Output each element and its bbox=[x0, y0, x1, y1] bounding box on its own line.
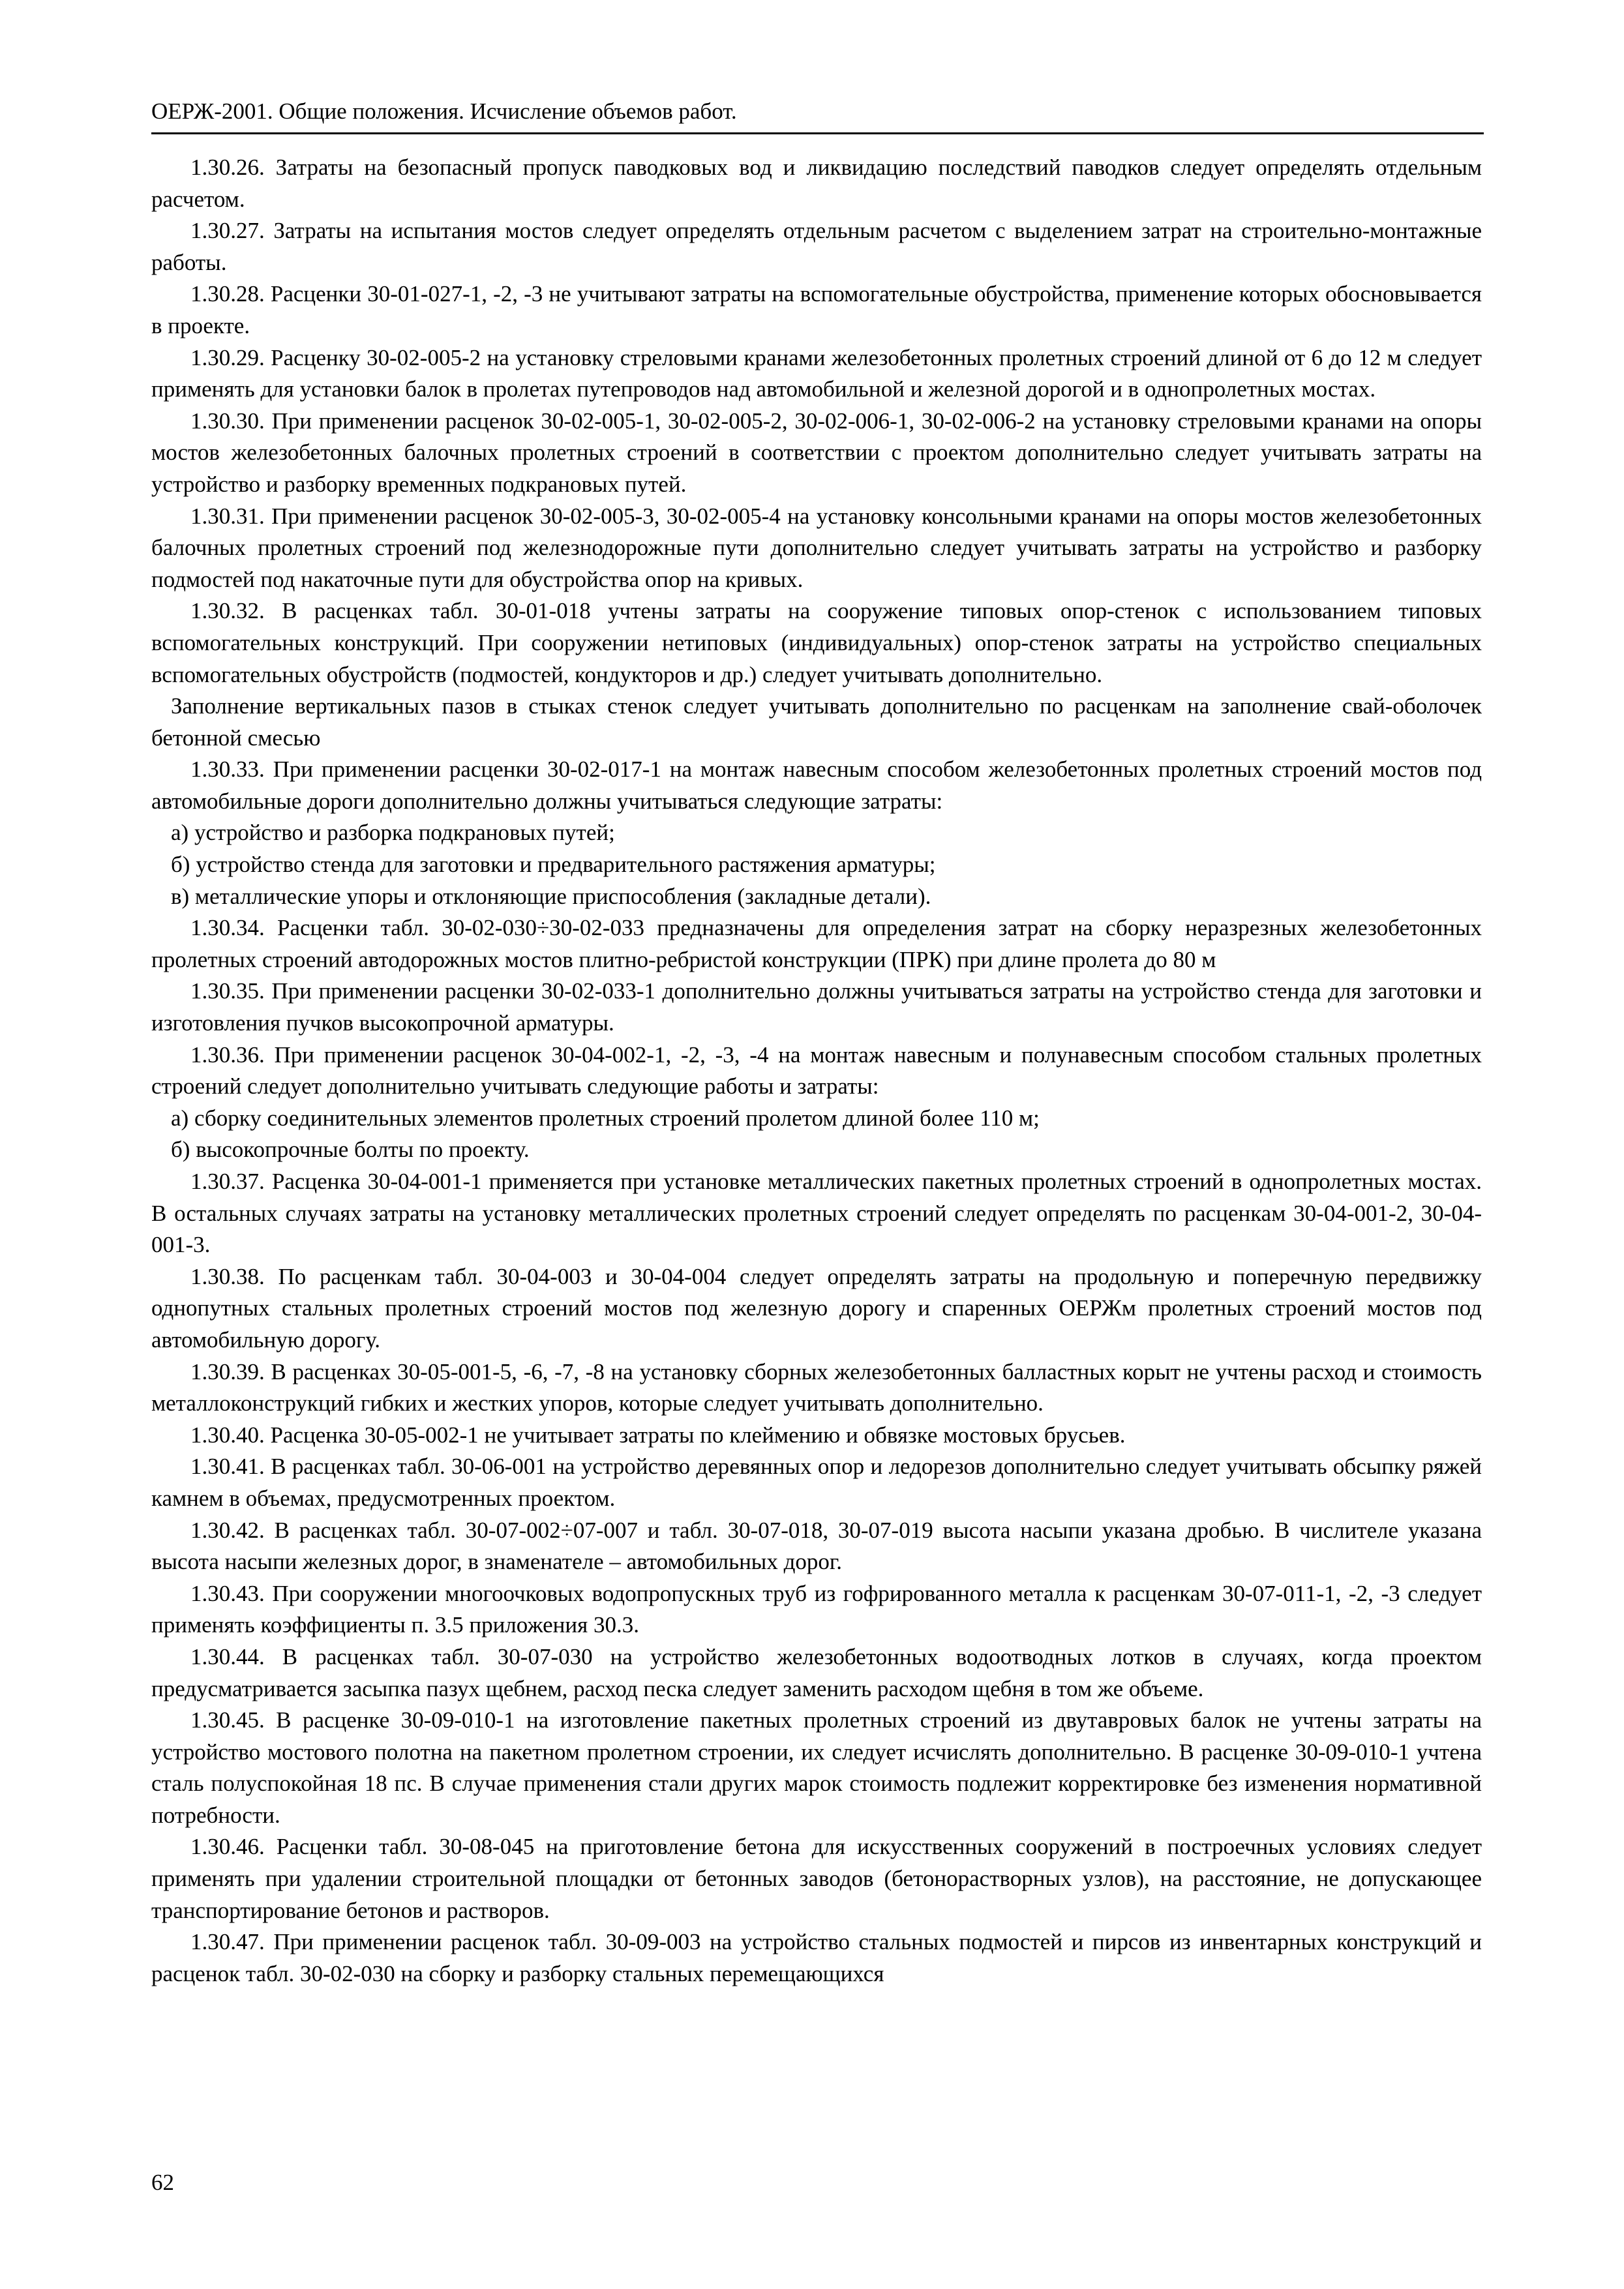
paragraph-1-30-28: 1.30.28. Расценки 30-01-027-1, -2, -3 не учитывают затраты на вспомогательные обустройства, применение которых обосновывается в проекте. bbox=[151, 281, 1482, 338]
page-number: 62 bbox=[151, 2170, 174, 2195]
document-body bbox=[151, 152, 1482, 1990]
paragraph-1-30-45: 1.30.45. В расценке 30-09-010-1 на изготовление пакетных пролетных строений из двутавровых балок не учтены затраты на устройство мостового полотна на пакетном пролетном строении, их следует исчислять дополнительно. В расценке 30-09-010-1 учтена сталь полуспокойная 18 пс. В случае применения стали других марок стоимость подлежит корректировке без изменения нормативной потребности. bbox=[151, 1707, 1482, 1828]
list-item-b: б) устройство стенда для заготовки и предварительного растяжения арматуры; bbox=[171, 852, 936, 878]
paragraph-1-30-26: 1.30.26. Затраты на безопасный пропуск паводковых вод и ликвидацию последствий паводков следует определять отдельным расчетом. bbox=[151, 155, 1482, 212]
paragraph-1-30-38: 1.30.38. По расценкам табл. 30-04-003 и 30-04-004 следует определять затраты на продольную и поперечную передвижку однопутных стальных пролетных строений мостов под железную дорогу и спаренных ОЕРЖм пролетных строений мостов под автомобильную дорогу. bbox=[151, 1263, 1482, 1353]
paragraph-1-30-36: 1.30.36. При применении расценок 30-04-002-1, -2, -3, -4 на монтаж навесным и полунавесным способом стальных пролетных строений следует дополнительно учитывать следующие работы и затраты: bbox=[151, 1041, 1482, 1100]
paragraph-1-30-39: 1.30.39. В расценках 30-05-001-5, -6, -7, -8 на установку сборных железобетонных балластных корыт не учтены расход и стоимость металлоконструкций гибких и жестких упоров, которые следует учитывать дополнительно. bbox=[151, 1358, 1482, 1416]
paragraph-1-30-37: 1.30.37. Расценка 30-04-001-1 применяется при установке металлических пакетных пролетных строений в однопролетных мостах. В остальных случаях затраты на установку металлических пролетных строений следует определять по расценкам 30-04-001-2, 30-04-001-3. bbox=[151, 1169, 1482, 1258]
list-item-v: в) металлические упоры и отклоняющие приспособления (закладные детали). bbox=[171, 883, 931, 909]
paragraph-1-30-44: 1.30.44. В расценках табл. 30-07-030 на устройство железобетонных водоотводных лотков в случаях, когда проектом предусматривается засыпка пазух щебнем, расход песка следует заменить расходом щебня в том же объеме. bbox=[151, 1643, 1482, 1701]
paragraph-1-30-41: 1.30.41. В расценках табл. 30-06-001 на устройство деревянных опор и ледорезов дополнительно следует учитывать обсыпку ряжей камнем в объемах, предусмотренных проектом. bbox=[151, 1454, 1482, 1511]
paragraph-1-30-27: 1.30.27. Затраты на испытания мостов следует определять отдельным расчетом с выделением затрат на строительно-монтажные работы. bbox=[151, 218, 1482, 275]
running-header: ОЕРЖ-2001. Общие положения. Исчисление объемов работ. bbox=[151, 98, 737, 124]
paragraph-1-30-43: 1.30.43. При сооружении многоочковых водопропускных труб из гофрированного металла к расценкам 30-07-011-1, -2, -3 следует применять коэффициенты п. 3.5 приложения 30.3. bbox=[151, 1580, 1482, 1638]
paragraph-vertical-grooves: Заполнение вертикальных пазов в стыках стенок следует учитывать дополнительно по расценкам на заполнение свай-оболочек бетонной смесью bbox=[151, 693, 1482, 751]
paragraph-1-30-29: 1.30.29. Расценку 30-02-005-2 на установку стреловыми кранами железобетонных пролетных строений длиной от 6 до 12 м следует применять для установки балок в пролетах путепроводов над автомобильной и железной дорогой и в однопролетных мостах. bbox=[151, 344, 1482, 402]
paragraph-1-30-40: 1.30.40. Расценка 30-05-002-1 не учитывает затраты по клеймению и обвязке мостовых брусьев. bbox=[190, 1422, 1126, 1448]
paragraph-1-30-47: 1.30.47. При применении расценок табл. 30-09-003 на устройство стальных подмостей и пирсов из инвентарных конструкций и расценок табл. 30-02-030 на сборку и разборку стальных перемещающихся bbox=[151, 1929, 1482, 1986]
paragraph-1-30-35: 1.30.35. При применении расценки 30-02-033-1 дополнительно должны учитываться затраты на устройство стенда для заготовки и изготовления пучков высокопрочной арматуры. bbox=[151, 978, 1482, 1036]
paragraph-1-30-32: 1.30.32. В расценках табл. 30-01-018 учтены затраты на сооружение типовых опор-стенок с использованием типовых вспомогательных конструкций. При сооружении нетиповых (индивидуальных) опор-стенок затраты на устройство специальных вспомогательных обустройств (подмостей, кондукторов и др.) следует учитывать дополнительно. bbox=[151, 598, 1482, 687]
list-item-a: а) сборку соединительных элементов пролетных строений пролетом длиной более 110 м; bbox=[171, 1105, 1040, 1131]
paragraph-1-30-31: 1.30.31. При применении расценок 30-02-005-3, 30-02-005-4 на установку консольными кранами на опоры мостов железобетонных балочных пролетных строений под железнодорожные пути дополнительно следует учитывать затраты на устройство и разборку подмостей под накаточные пути для обустройства опор на кривых. bbox=[151, 503, 1482, 592]
paragraph-1-30-42: 1.30.42. В расценках табл. 30-07-002÷07-007 и табл. 30-07-018, 30-07-019 высота насыпи указана дробью. В числителе указана высота насыпи железных дорог, в знаменателе – автомобильных дорог. bbox=[151, 1517, 1482, 1575]
list-item-a: а) устройство и разборка подкрановых путей; bbox=[171, 820, 615, 846]
paragraph-1-30-46: 1.30.46. Расценки табл. 30-08-045 на приготовление бетона для искусственных сооружений в построечных условиях следует применять при удалении строительной площадки от бетонных заводов (бетонорастворных узлов), на расстояние, не допускающее транспортирование бетонов и растворов. bbox=[151, 1834, 1482, 1923]
header-rule bbox=[151, 132, 1484, 134]
paragraph-1-30-33: 1.30.33. При применении расценки 30-02-017-1 на монтаж навесным способом железобетонных пролетных строений мостов под автомобильные дороги дополнительно должны учитываться следующие затраты: bbox=[151, 756, 1482, 814]
paragraph-1-30-30: 1.30.30. При применении расценок 30-02-005-1, 30-02-005-2, 30-02-006-1, 30-02-006-2 на установку стреловыми кранами на опоры мостов железобетонных балочных пролетных строений в соответствии с проектом дополнительно следует учитывать затраты на устройство и разборку временных подкрановых путей. bbox=[151, 408, 1482, 497]
paragraph-1-30-34: 1.30.34. Расценки табл. 30-02-030÷30-02-033 предназначены для определения затрат на сборку неразрезных железобетонных пролетных строений автодорожных мостов плитно-ребристой конструкции (ПРК) при длине пролета до 80 м bbox=[151, 915, 1482, 972]
list-item-b: б) высокопрочные болты по проекту. bbox=[171, 1137, 530, 1163]
